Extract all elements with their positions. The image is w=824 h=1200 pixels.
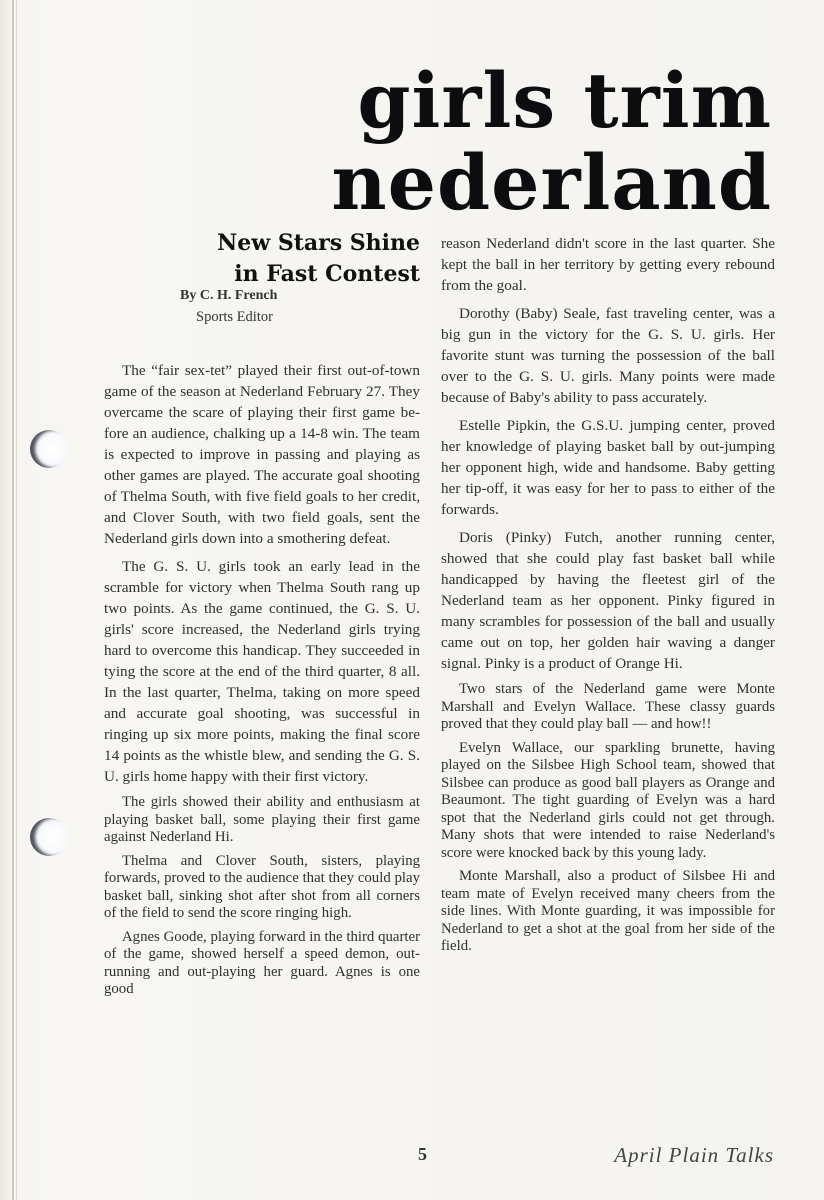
punch-hole-icon — [30, 818, 68, 856]
page-number: 5 — [418, 1144, 427, 1164]
paragraph: The G. S. U. girls took an early lead in the scramble for victory when Thelma South rang up two points. As the game continued, the G. S. U. girls' score increased, the Nederland girls trying hard to overcome this handicap. They succeeded in tying the score at the end of the third quarter, 8 all. In the last quarter, Thelma, taking on more speed and accurate goal shooting, was successful in ringing up six more points, making the final score 14 points as the whistle blew, and sending the G. S. U. girls home happy with their first victory. — [104, 558, 420, 785]
article-column-left — [104, 360, 420, 1005]
paragraph: Thelma and Clover South, sisters, playing forwards, proved to the audience that they could play basket ball, sinking shot after shot from all corners of the field to send the score ringing high. — [104, 852, 420, 921]
publication-title: April Plain Talks — [614, 1143, 774, 1167]
paragraph: Agnes Goode, playing forward in the third quarter of the game, showed herself a speed demon, out-running and out-playing her guard. Agnes is one good — [104, 928, 420, 997]
binding-edge — [12, 0, 14, 1200]
paragraph: reason Nederland didn't score in the last quarter. She kept the ball in her territory by getting every rebound from the goal. — [441, 235, 775, 294]
paragraph: The girls showed their ability and enthusiasm at playing basket ball, some playing their first game against Nederland Hi. — [104, 794, 420, 845]
subheadline — [150, 228, 420, 290]
article-column-right — [441, 233, 775, 962]
paragraph: Monte Marshall, also a product of Silsbee Hi and team mate of Evelyn received many cheers from the side lines. With Monte guarding, it was impossible for Nederland to get a shot at the goal from her side of the field. — [441, 868, 775, 954]
subheadline-line-1: New Stars Shine — [217, 230, 420, 256]
paragraph: Doris (Pinky) Futch, another running center, showed that she could play fast basket ball while handicapped by having the fleetest girl of the Nederland team as her opponent. Pinky figured in many scrambles for possession of the ball and usually came out on top, her golden hair waving a danger signal. Pinky is a product of Orange Hi. — [441, 529, 775, 672]
paragraph: Two stars of the Nederland game were Monte Marshall and Evelyn Wallace. These classy guards proved that they could play ball — and how!! — [441, 681, 775, 732]
punch-hole-icon — [30, 430, 68, 468]
byline-author: By C. H. French — [180, 288, 278, 303]
headline — [331, 56, 772, 227]
paragraph: Estelle Pipkin, the G.S.U. jumping center, proved her knowledge of playing basket ball by out-jumping her opponent high, wide and handsome. Baby getting her tip-off, it was easy for her to pass to either of the forwards. — [441, 417, 775, 518]
paragraph: Dorothy (Baby) Seale, fast traveling center, was a big gun in the victory for the G. S. U. girls. Her favorite stunt was turning the possession of the ball over to the G. S. U. girls. Many points were made because of Baby's ability to pass accurately. — [441, 305, 775, 406]
headline-line-2: nederland — [331, 138, 772, 227]
headline-line-1: girls trim — [357, 56, 772, 145]
paragraph: Evelyn Wallace, our sparkling brunette, having played on the Silsbee High School team, showed that Silsbee can produce as good ball players as Orange and Beaumont. The tight guarding of Evelyn was a hard spot that the Nederland girls could not get through. Many shots that were intended to raise Nederland's score were knocked back by this young lady. — [441, 739, 775, 861]
subheadline-line-2: in Fast Contest — [234, 261, 420, 287]
paragraph: The “fair sex-tet” played their first out-of-town game of the season at Nederland February 27. They overcame the scare of playing their first game before an audience, chalking up a 14-8 win. The team is expected to improve in passing and playing as other games are played. The accurate goal shooting of Thelma South, with five field goals to her credit, and Clover South, with two field goals, sent the Nederland girls down into a smothering defeat. — [104, 362, 420, 547]
binding-edge-shadow — [16, 0, 17, 1200]
byline-role: Sports Editor — [196, 309, 273, 325]
